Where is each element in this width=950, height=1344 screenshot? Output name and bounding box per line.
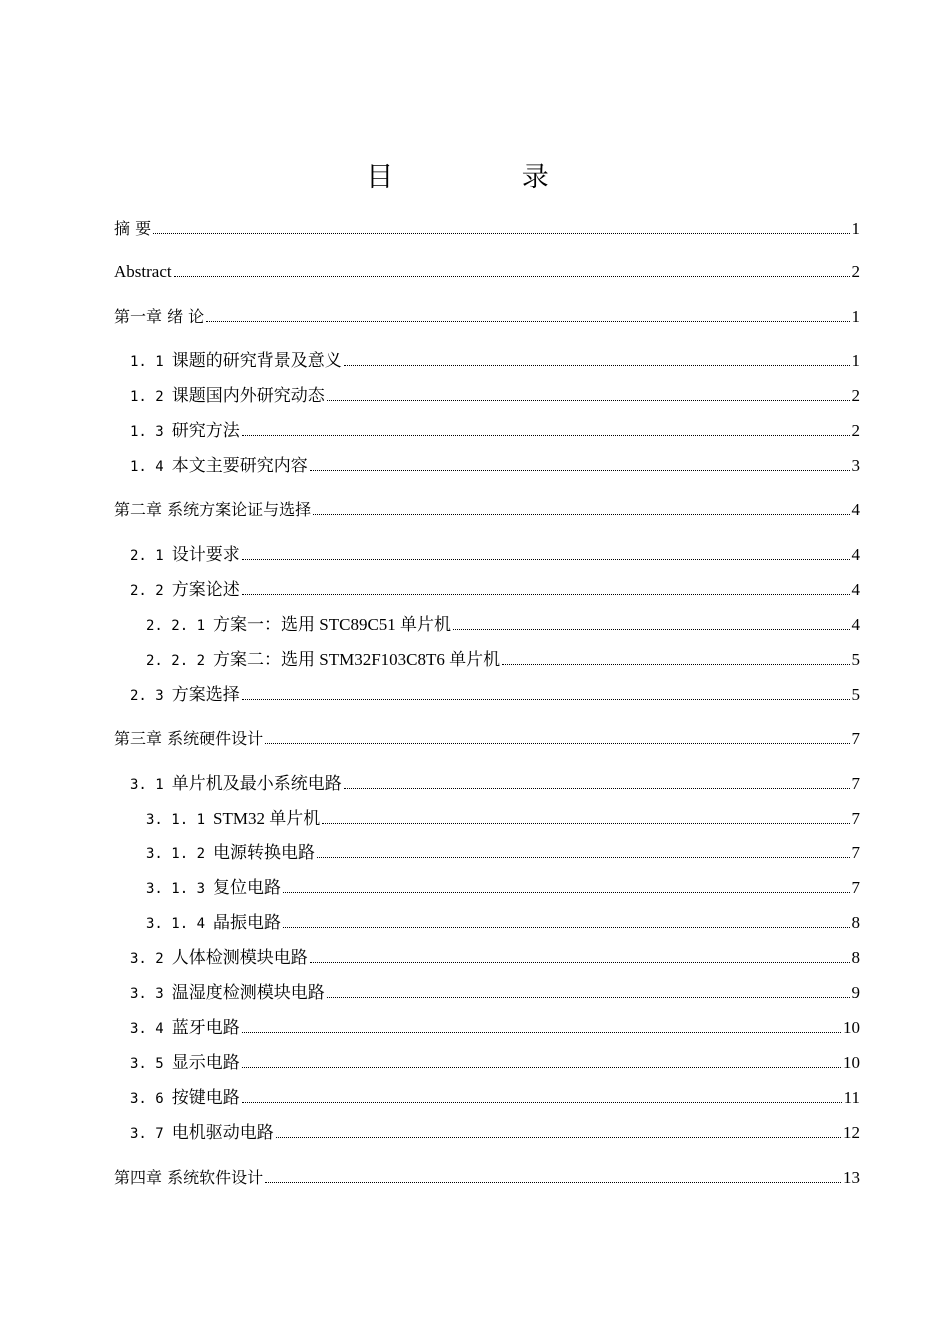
toc-entry[interactable] <box>114 217 860 241</box>
toc-entry-number: 3. 1 <box>130 777 164 793</box>
toc-entry-label: 设计要求 <box>171 545 240 564</box>
toc-entry-label: 单片机及最小系统电路 <box>171 774 342 793</box>
toc-page-number: 4 <box>851 545 860 564</box>
toc-entry-number: 1. 4 <box>130 459 164 475</box>
toc-entry-label: 第三章 系统硬件设计 <box>114 729 264 748</box>
toc-entry[interactable] <box>130 384 860 409</box>
toc-title: 目 录 <box>366 162 609 193</box>
toc-leader-dots <box>283 927 849 928</box>
toc-entry-label: Abstract <box>114 262 172 281</box>
toc-page-number: 2 <box>851 421 860 440</box>
toc-entry-label: 显示电路 <box>171 1053 240 1072</box>
toc-entry-number: 1. 2 <box>130 389 164 405</box>
toc-page-number: 4 <box>851 500 860 519</box>
toc-entry-number: 3. 4 <box>130 1021 164 1037</box>
toc-entry-number: 3. 6 <box>130 1091 164 1107</box>
toc-entry[interactable] <box>130 349 860 374</box>
toc-entry[interactable] <box>114 727 860 751</box>
toc-leader-dots <box>242 594 850 595</box>
toc-entry-number: 2. 2. 2 <box>146 653 206 669</box>
toc-page-number: 7 <box>851 878 860 897</box>
toc-entry-label: 人体检测模块电路 <box>171 948 308 967</box>
toc-leader-dots <box>242 1032 841 1033</box>
toc-page-number: 2 <box>851 262 860 281</box>
toc-entry-label: 电机驱动电路 <box>171 1123 274 1142</box>
toc-entry-label: 按键电路 <box>171 1088 240 1107</box>
toc-entry-label: 方案选择 <box>171 685 240 704</box>
toc-entry-label: 摘 要 <box>114 219 152 238</box>
toc-entry[interactable] <box>130 946 860 971</box>
toc-leader-dots <box>265 1182 841 1183</box>
toc-entry-number: 1. 1 <box>130 354 164 370</box>
toc-entry-number: 3. 1. 2 <box>146 846 206 862</box>
toc-page-number: 4 <box>851 615 860 634</box>
toc-entry-number: 3. 1. 1 <box>146 812 206 828</box>
toc-leader-dots <box>313 514 849 515</box>
toc-leader-dots <box>327 400 850 401</box>
toc-page-number: 3 <box>851 456 860 475</box>
toc-page-number: 10 <box>843 1053 860 1072</box>
toc-entry[interactable] <box>114 498 860 522</box>
toc-page-number: 8 <box>851 913 860 932</box>
toc-leader-dots <box>502 664 849 665</box>
toc-page-number: 7 <box>851 843 860 862</box>
toc-entry[interactable] <box>130 683 860 708</box>
toc-leader-dots <box>344 365 850 366</box>
toc-entry[interactable] <box>130 772 860 797</box>
toc-entry-number: 2. 3 <box>130 688 164 704</box>
toc-entry[interactable] <box>130 419 860 444</box>
toc-entry-number: 2. 2 <box>130 583 164 599</box>
toc-page-number: 7 <box>851 729 860 748</box>
toc-entry[interactable] <box>130 454 860 479</box>
toc-entry-label: 第二章 系统方案论证与选择 <box>114 500 312 519</box>
toc-entry[interactable] <box>130 981 860 1006</box>
toc-page-number: 9 <box>851 983 860 1002</box>
toc-entry-label: 晶振电路 <box>213 913 282 932</box>
toc-entry-number: 3. 5 <box>130 1056 164 1072</box>
toc-entry-label: 本文主要研究内容 <box>171 456 308 475</box>
toc-entry-label: 课题的研究背景及意义 <box>171 351 342 370</box>
toc-entry-number: 2. 2. 1 <box>146 618 206 634</box>
toc-entry-label: 第四章 系统软件设计 <box>114 1168 264 1187</box>
toc-page-number: 1 <box>851 351 860 370</box>
toc-leader-dots <box>174 276 850 277</box>
toc-entry[interactable] <box>114 305 860 329</box>
toc-leader-dots <box>153 233 849 234</box>
toc-entry-number: 3. 3 <box>130 986 164 1002</box>
toc-entry[interactable] <box>130 543 860 568</box>
toc-entry[interactable] <box>130 1086 860 1111</box>
toc-page-number: 2 <box>851 386 860 405</box>
toc-entry[interactable] <box>114 1166 860 1190</box>
toc-entry[interactable] <box>146 807 860 832</box>
toc-entry[interactable] <box>130 1016 860 1041</box>
toc-entry-label: 蓝牙电路 <box>171 1018 240 1037</box>
toc-page-number: 1 <box>851 219 860 238</box>
toc-leader-dots <box>242 1102 842 1103</box>
toc-entry[interactable] <box>146 648 860 673</box>
toc-entry-number: 1. 3 <box>130 424 164 440</box>
toc-entry-number: 3. 2 <box>130 951 164 967</box>
toc-leader-dots <box>242 699 850 700</box>
toc-leader-dots <box>453 629 849 630</box>
toc-entry-label: 第一章 绪 论 <box>114 307 205 326</box>
toc-entry-label: 电源转换电路 <box>213 843 316 862</box>
toc-entry-label: 方案二：选用 STM32F103C8T6 单片机 <box>213 650 501 669</box>
toc-entry-label: 温湿度检测模块电路 <box>171 983 325 1002</box>
toc-entry[interactable] <box>130 578 860 603</box>
toc-leader-dots <box>242 559 850 560</box>
toc-leader-dots <box>276 1137 841 1138</box>
toc-page-number: 8 <box>851 948 860 967</box>
toc-page-number: 5 <box>851 650 860 669</box>
toc-leader-dots <box>283 892 849 893</box>
toc-leader-dots <box>322 823 849 824</box>
toc-page-number: 7 <box>851 809 860 828</box>
toc-entry[interactable] <box>146 876 860 901</box>
toc-page-number: 12 <box>843 1123 860 1142</box>
toc-leader-dots <box>344 788 850 789</box>
toc-entry-label: 研究方法 <box>171 421 240 440</box>
toc-page-number: 10 <box>843 1018 860 1037</box>
toc-entry-label: STM32 单片机 <box>213 809 321 828</box>
toc-entry[interactable] <box>130 1051 860 1076</box>
toc-leader-dots <box>310 470 850 471</box>
toc-leader-dots <box>242 1067 841 1068</box>
toc-entry-label: 方案论述 <box>171 580 240 599</box>
toc-leader-dots <box>317 857 849 858</box>
toc-entry-number: 2. 1 <box>130 548 164 564</box>
toc-entry-number: 3. 7 <box>130 1126 164 1142</box>
toc-page-number: 5 <box>851 685 860 704</box>
toc-entry[interactable] <box>130 1121 860 1146</box>
toc-leader-dots <box>206 321 849 322</box>
toc-entry[interactable] <box>146 911 860 936</box>
toc-page-number: 1 <box>851 307 860 326</box>
toc-page-number: 11 <box>843 1088 860 1107</box>
toc-entry-label: 方案一：选用 STC89C51 单片机 <box>213 615 452 634</box>
toc-page-number: 7 <box>851 774 860 793</box>
toc-entry-label: 课题国内外研究动态 <box>171 386 325 405</box>
toc-entry-number: 3. 1. 3 <box>146 881 206 897</box>
toc-entry-label: 复位电路 <box>213 878 282 897</box>
toc-leader-dots <box>265 743 849 744</box>
toc-leader-dots <box>310 962 850 963</box>
toc-entry-number: 3. 1. 4 <box>146 916 206 932</box>
toc-entry[interactable] <box>146 613 860 638</box>
toc-leader-dots <box>242 435 850 436</box>
toc-leader-dots <box>327 997 850 998</box>
toc-page-number: 13 <box>843 1168 860 1187</box>
toc-page-number: 4 <box>851 580 860 599</box>
toc-entry[interactable] <box>146 841 860 866</box>
toc-entry[interactable] <box>114 260 860 284</box>
